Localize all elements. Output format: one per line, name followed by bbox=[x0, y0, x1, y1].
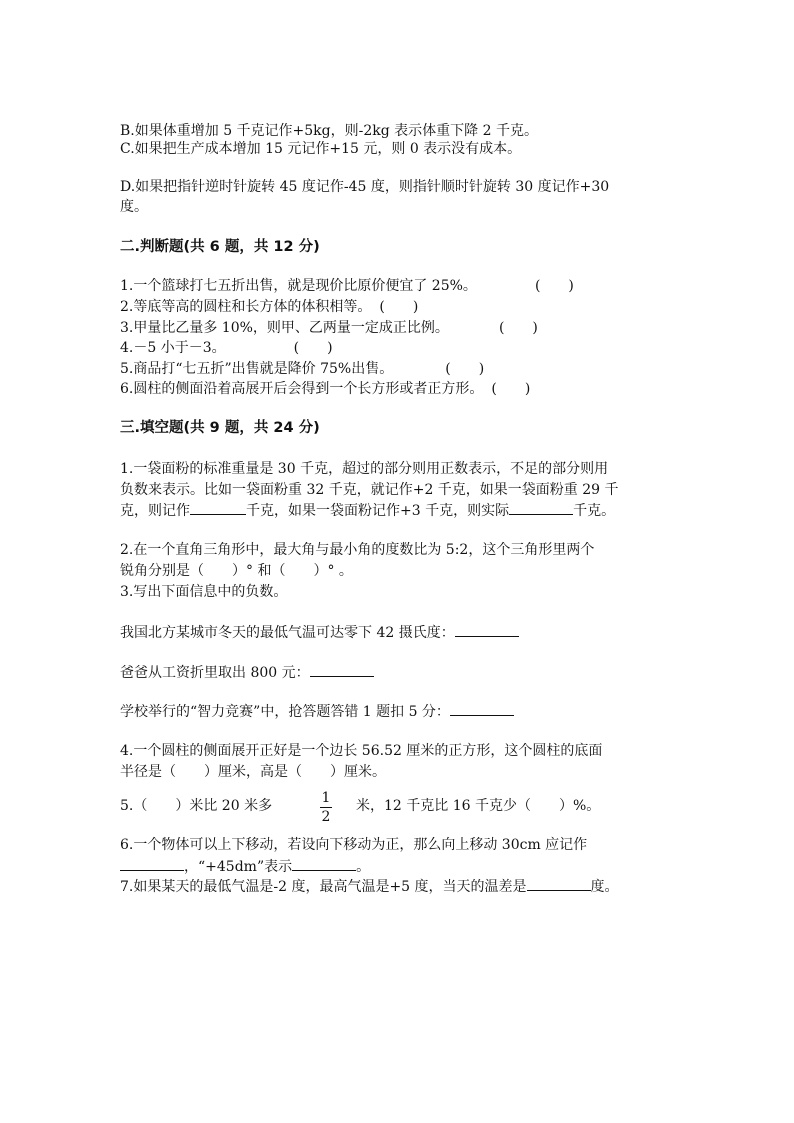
judge-item-text: 1.一个篮球打七五折出售，就是现价比原价便宜了 25%。 bbox=[120, 278, 477, 294]
q3-sub-text: 爸爸从工资折里取出 800 元： bbox=[120, 665, 310, 681]
fill-q5-part2: 米，12 千克比 16 千克少（ ）%。 bbox=[356, 798, 601, 814]
fraction-denominator: 2 bbox=[321, 809, 331, 825]
q7-text-a: 7.如果某天的最低气温是-2 度，最高气温是+5 度，当天的温差是 bbox=[120, 879, 527, 895]
fraction-bar bbox=[320, 807, 332, 808]
option-b: B.如果体重增加 5 千克记作+5kg，则-2kg 表示体重下降 2 千克。 bbox=[120, 123, 538, 139]
fill-q2-line2: 锐角分别是（ ）° 和（ ）° 。 bbox=[120, 563, 353, 579]
fill-q6-line1: 6.一个物体可以上下移动，若设向下移动为正，那么向上移动 30cm 应记作 bbox=[120, 837, 588, 853]
judge-item-6 bbox=[120, 379, 530, 399]
answer-blank[interactable] bbox=[310, 662, 374, 677]
fill-q4-line1: 4.一个圆柱的侧面展开正好是一个边长 56.52 厘米的正方形，这个圆柱的底面 bbox=[120, 743, 603, 759]
q1-text-b: 千克，如果一袋面粉记作+3 千克，则实际 bbox=[246, 503, 510, 519]
fill-q4-line2: 半径是（ ）厘米，高是（ ）厘米。 bbox=[120, 764, 386, 780]
fill-q5-part1: 5.（ ）米比 20 米多 bbox=[120, 798, 273, 814]
judge-item-4 bbox=[120, 338, 333, 358]
fraction-numerator: 1 bbox=[321, 790, 331, 806]
answer-paren: ( ) bbox=[534, 278, 574, 294]
answer-blank[interactable] bbox=[190, 500, 246, 515]
judge-item-5 bbox=[120, 359, 484, 379]
judge-item-text: 2.等底等高的圆柱和长方体的体积相等。 bbox=[120, 299, 372, 315]
fill-q3-sub2 bbox=[120, 662, 374, 683]
fill-q1-line3 bbox=[120, 500, 615, 521]
fill-q2-line1: 2.在一个直角三角形中，最大角与最小角的度数比为 5:2，这个三角形里两个 bbox=[120, 542, 595, 558]
fill-q7 bbox=[120, 876, 619, 897]
option-d-line1: D.如果把指针逆时针旋转 45 度记作-45 度，则指针顺时针旋转 30 度记作+30 bbox=[120, 179, 610, 195]
answer-blank[interactable] bbox=[450, 701, 514, 716]
q1-text-c: 千克。 bbox=[573, 503, 616, 519]
section-heading-fill-blank: 三.填空题(共 9 题，共 24 分) bbox=[120, 420, 320, 436]
q3-sub-text: 我国北方某城市冬天的最低气温可达零下 42 摄氏度： bbox=[120, 625, 455, 641]
fill-q3-title: 3.写出下面信息中的负数。 bbox=[120, 584, 288, 600]
answer-blank[interactable] bbox=[292, 856, 356, 871]
answer-blank[interactable] bbox=[527, 876, 591, 891]
judge-item-2 bbox=[120, 297, 418, 317]
q6-text-b: 。 bbox=[356, 859, 371, 875]
q3-sub-text: 学校举行的“智力竞赛”中，抢答题答错 1 题扣 5 分： bbox=[120, 704, 450, 720]
answer-blank[interactable] bbox=[455, 622, 519, 637]
answer-blank[interactable] bbox=[509, 500, 573, 515]
answer-paren: ( ) bbox=[445, 361, 485, 377]
answer-paren: ( ) bbox=[491, 381, 531, 397]
section-heading-true-false: 二.判断题(共 6 题，共 12 分) bbox=[120, 239, 320, 255]
judge-item-text: 6.圆柱的侧面沿着高展开后会得到一个长方形或者正方形。 bbox=[120, 381, 484, 397]
answer-paren: ( ) bbox=[293, 340, 333, 356]
judge-item-text: 3.甲量比乙量多 10%，则甲、乙两量一定成正比例。 bbox=[120, 320, 449, 336]
q6-text-a: ，“+45dm”表示 bbox=[184, 859, 293, 875]
answer-paren: ( ) bbox=[379, 299, 419, 315]
fill-q3-sub3 bbox=[120, 701, 514, 722]
judge-item-text: 5.商品打“七五折”出售就是降价 75%出售。 bbox=[120, 361, 394, 377]
judge-item-1 bbox=[120, 276, 574, 296]
q7-text-b: 度。 bbox=[590, 879, 619, 895]
option-d-line2: 度。 bbox=[120, 199, 148, 215]
judge-item-text: 4.－5 小于－3。 bbox=[120, 340, 226, 356]
answer-blank[interactable] bbox=[120, 856, 184, 871]
option-c: C.如果把生产成本增加 15 元记作+15 元，则 0 表示没有成本。 bbox=[120, 141, 522, 157]
fill-q1-line1: 1.一袋面粉的标准重量是 30 千克，超过的部分则用正数表示，不足的部分则用 bbox=[120, 461, 609, 477]
answer-paren: ( ) bbox=[498, 320, 538, 336]
fill-q6-line2 bbox=[120, 856, 370, 877]
judge-item-3 bbox=[120, 318, 538, 338]
fraction-one-half bbox=[319, 789, 333, 826]
fill-q3-sub1 bbox=[120, 622, 519, 643]
fill-q1-line2: 负数来表示。比如一袋面粉重 32 千克，就记作+2 千克，如果一袋面粉重 29 千 bbox=[120, 482, 619, 498]
q1-text-a: 克，则记作 bbox=[120, 503, 190, 519]
